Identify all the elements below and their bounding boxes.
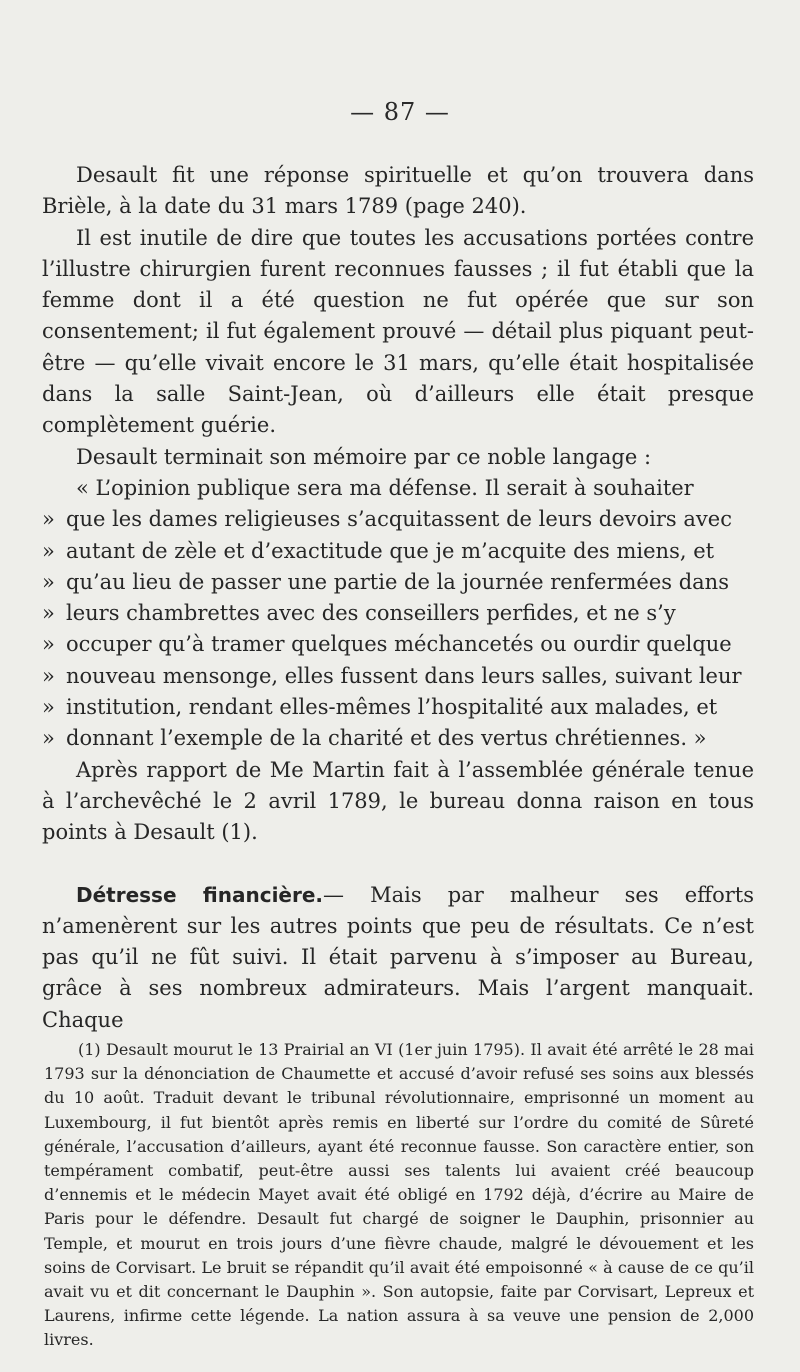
section-heading: Détresse financière. (76, 882, 324, 907)
paragraph: Après rapport de Me Martin fait à l’assemblée générale tenue à l’archevêché le 2 avril 1789, le bureau donna raison en tous points à Desault (1). (42, 757, 754, 845)
quote-continuation-mark: » (42, 726, 55, 751)
paragraph: Desault fit une réponse spirituelle et qu’on trouvera dans Brièle, à la date du 31 mars 1789 (page 240). (42, 163, 754, 219)
paragraph: Desault terminait son mémoire par ce noble langage : (76, 444, 652, 469)
quote-continuation-mark: » (42, 507, 55, 532)
quote-text: qu’au lieu de passer une partie de la journée renfermées dans (66, 569, 729, 594)
section-paragraph (42, 880, 754, 1036)
quote-continuation-mark: » (42, 569, 55, 594)
quote-continuation-mark: » (42, 663, 55, 688)
quote-open-mark: « (76, 475, 89, 500)
quote-continuation-mark: » (42, 632, 55, 657)
quote-continuation-mark: » (42, 538, 55, 563)
quote-text: que les dames religieuses s’acquitassent de leurs devoirs avec (66, 507, 732, 532)
quote-text: L’opinion publique sera ma défense. Il serait à souhaiter (95, 475, 694, 500)
paragraph: Il est inutile de dire que toutes les accusations portées contre l’illustre chirurgien furent reconnues fausses ; il fut établi que la femme dont il a été question ne fut opérée que sur son consentement; il fut également prouvé — détail plus piquant peut-être — qu’elle vivait encore le 31 mars, qu’elle était hospitalisée dans la salle Saint-Jean, où d’ailleurs elle était presque complètement guérie. (42, 225, 754, 438)
quote-line (42, 504, 754, 535)
quote-line (42, 661, 754, 692)
quote-text: autant de zèle et d’exactitude que je m’acquite des miens, et (66, 538, 715, 563)
quote-line (42, 473, 754, 504)
section-text: — Mais par malheur ses efforts n’amenèrent sur les autres points que peu de résultats. Ce n’est pas qu’il ne fût suivi. Il était parvenu à s’imposer au Bureau, grâce à ses nombreux admirateurs. Mais l’argent manquait. Chaque (42, 882, 754, 1032)
footnotes (44, 1038, 754, 1353)
main-text (42, 160, 754, 1036)
quote-continuation-mark: » (42, 695, 55, 720)
quote-text: donnant l’exemple de la charité et des vertus chrétiennes. » (66, 726, 707, 751)
quote-text: nouveau mensonge, elles fussent dans leurs salles, suivant leur (66, 663, 742, 688)
quote-text: occuper qu’à tramer quelques méchancetés ou ourdir quelque (66, 632, 732, 657)
quote-line (42, 567, 754, 598)
quote-text: leurs chambrettes avec des conseillers perfides, et ne s’y (66, 601, 676, 626)
quote-line (42, 723, 754, 754)
quote-line (42, 629, 754, 660)
quotation (42, 473, 754, 755)
footnote: (1) Desault mourut le 13 Prairial an VI (1er juin 1795). Il avait été arrêté le 28 mai 1793 sur la dénonciation de Chaumette et accusé d’avoir refusé ses soins aux blessés du 10 août. Traduit devant le tribunal révolutionnaire, emprisonné un moment au Luxembourg, il fut bientôt après remis en liberté sur l’ordre du comité de Sûreté générale, l’accusation d’ailleurs, ayant été reconnue fausse. Son caractère entier, son tempérament combatif, peut-être aussi ses talents lui avaient créé beaucoup d’ennemis et le médecin Mayet avait été obligé en 1792 déjà, d’écrire au Maire de Paris pour le défendre. Desault fut chargé de soigner le Dauphin, prisonnier au Temple, et mourut en trois jours d’une fièvre chaude, malgré le dévouement et les soins de Corvisart. Le bruit se répandit qu’il avait été empoisonné « à cause de ce qu’il avait vu et dit concernant le Dauphin ». Son autopsie, faite par Corvisart, Lepreux et Laurens, infirme cette légende. La nation assura à sa veuve une pension de 2,000 livres. (44, 1040, 754, 1350)
page-number: — 87 — (350, 98, 450, 126)
quote-line (42, 536, 754, 567)
quote-line (42, 692, 754, 723)
section-spacer (42, 849, 754, 880)
quote-continuation-mark: » (42, 601, 55, 626)
quote-text: institution, rendant elles-mêmes l’hospitalité aux malades, et (66, 695, 718, 720)
quote-line (42, 598, 754, 629)
